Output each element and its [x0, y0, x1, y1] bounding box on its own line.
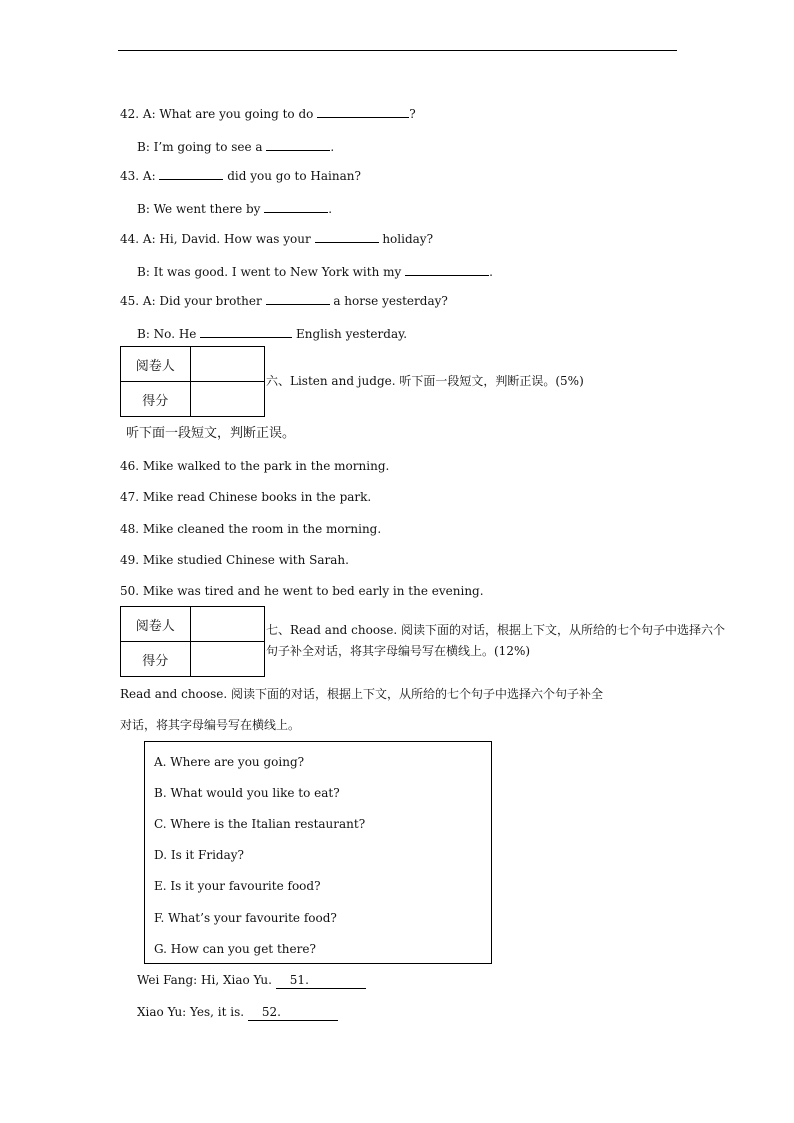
dialogue-line-51: Wei Fang: Hi, Xiao Yu. 51. [137, 972, 366, 989]
option-c: C. Where is the Italian restaurant? [154, 817, 366, 831]
section-7-instruction-line1: Read and choose. 阅读下面的对话，根据上下文，从所给的七个句子中选择六个句子补全 [120, 687, 603, 701]
answer-blank[interactable] [200, 325, 292, 338]
grader-table [120, 346, 265, 417]
statement-50: 50. Mike was tired and he went to bed early in the evening. [120, 584, 484, 598]
answer-blank[interactable] [317, 105, 409, 118]
question-44-a: 44. A: Hi, David. How was your holiday? [120, 232, 434, 246]
question-42-a: 42. A: What are you going to do ? [120, 107, 416, 121]
question-43-a: 43. A: did you go to Hainan? [120, 169, 361, 183]
question-43-b: B: We went there by . [137, 202, 333, 216]
option-f: F. What’s your favourite food? [154, 911, 337, 925]
answer-blank[interactable] [405, 263, 489, 276]
reviewer-cell[interactable] [190, 347, 264, 382]
statement-48: 48. Mike cleaned the room in the morning. [120, 522, 382, 536]
dialogue-line-52: Xiao Yu: Yes, it is. 52. [137, 1004, 338, 1021]
answer-blank-51[interactable]: 51. [276, 972, 366, 989]
question-44-b: B: It was good. I went to New York with my . [137, 265, 493, 279]
score-cell[interactable] [190, 382, 264, 417]
reviewer-label: 阅卷人 [121, 347, 191, 382]
section-7-instruction-line2: 对话，将其字母编号写在横线上。 [120, 718, 301, 732]
question-45-b: B: No. He English yesterday. [137, 327, 408, 341]
answer-blank[interactable] [315, 230, 379, 243]
options-box [144, 741, 492, 964]
score-cell[interactable] [190, 642, 264, 677]
option-g: G. How can you get there? [154, 942, 316, 956]
score-label: 得分 [121, 642, 191, 677]
question-42-b: B: I’m going to see a . [137, 140, 335, 154]
answer-blank[interactable] [266, 292, 330, 305]
answer-blank[interactable] [159, 167, 223, 180]
statement-46: 46. Mike walked to the park in the morning. [120, 459, 390, 473]
score-label: 得分 [121, 382, 191, 417]
reviewer-label: 阅卷人 [121, 607, 191, 642]
section-7-title-line1: 七、Read and choose. 阅读下面的对话，根据上下文，从所给的七个句子中选择六个 [266, 623, 725, 637]
statement-49: 49. Mike studied Chinese with Sarah. [120, 553, 349, 567]
header-rule [118, 50, 677, 51]
answer-blank[interactable] [264, 200, 328, 213]
reviewer-cell[interactable] [190, 607, 264, 642]
option-e: E. Is it your favourite food? [154, 879, 321, 893]
option-d: D. Is it Friday? [154, 848, 244, 862]
option-b: B. What would you like to eat? [154, 786, 340, 800]
section-6-title: 六、Listen and judge. 听下面一段短文，判断正误。(5%) [266, 374, 584, 388]
section-6-instruction: 听下面一段短文，判断正误。 [126, 426, 296, 441]
option-a: A. Where are you going? [154, 755, 305, 769]
statement-47: 47. Mike read Chinese books in the park. [120, 490, 372, 504]
section-7-title-line2: 句子补全对话，将其字母编号写在横线上。(12%) [266, 644, 531, 658]
answer-blank[interactable] [266, 138, 330, 151]
answer-blank-52[interactable]: 52. [248, 1004, 338, 1021]
question-45-a: 45. A: Did your brother a horse yesterday? [120, 294, 448, 308]
grader-table [120, 606, 265, 677]
